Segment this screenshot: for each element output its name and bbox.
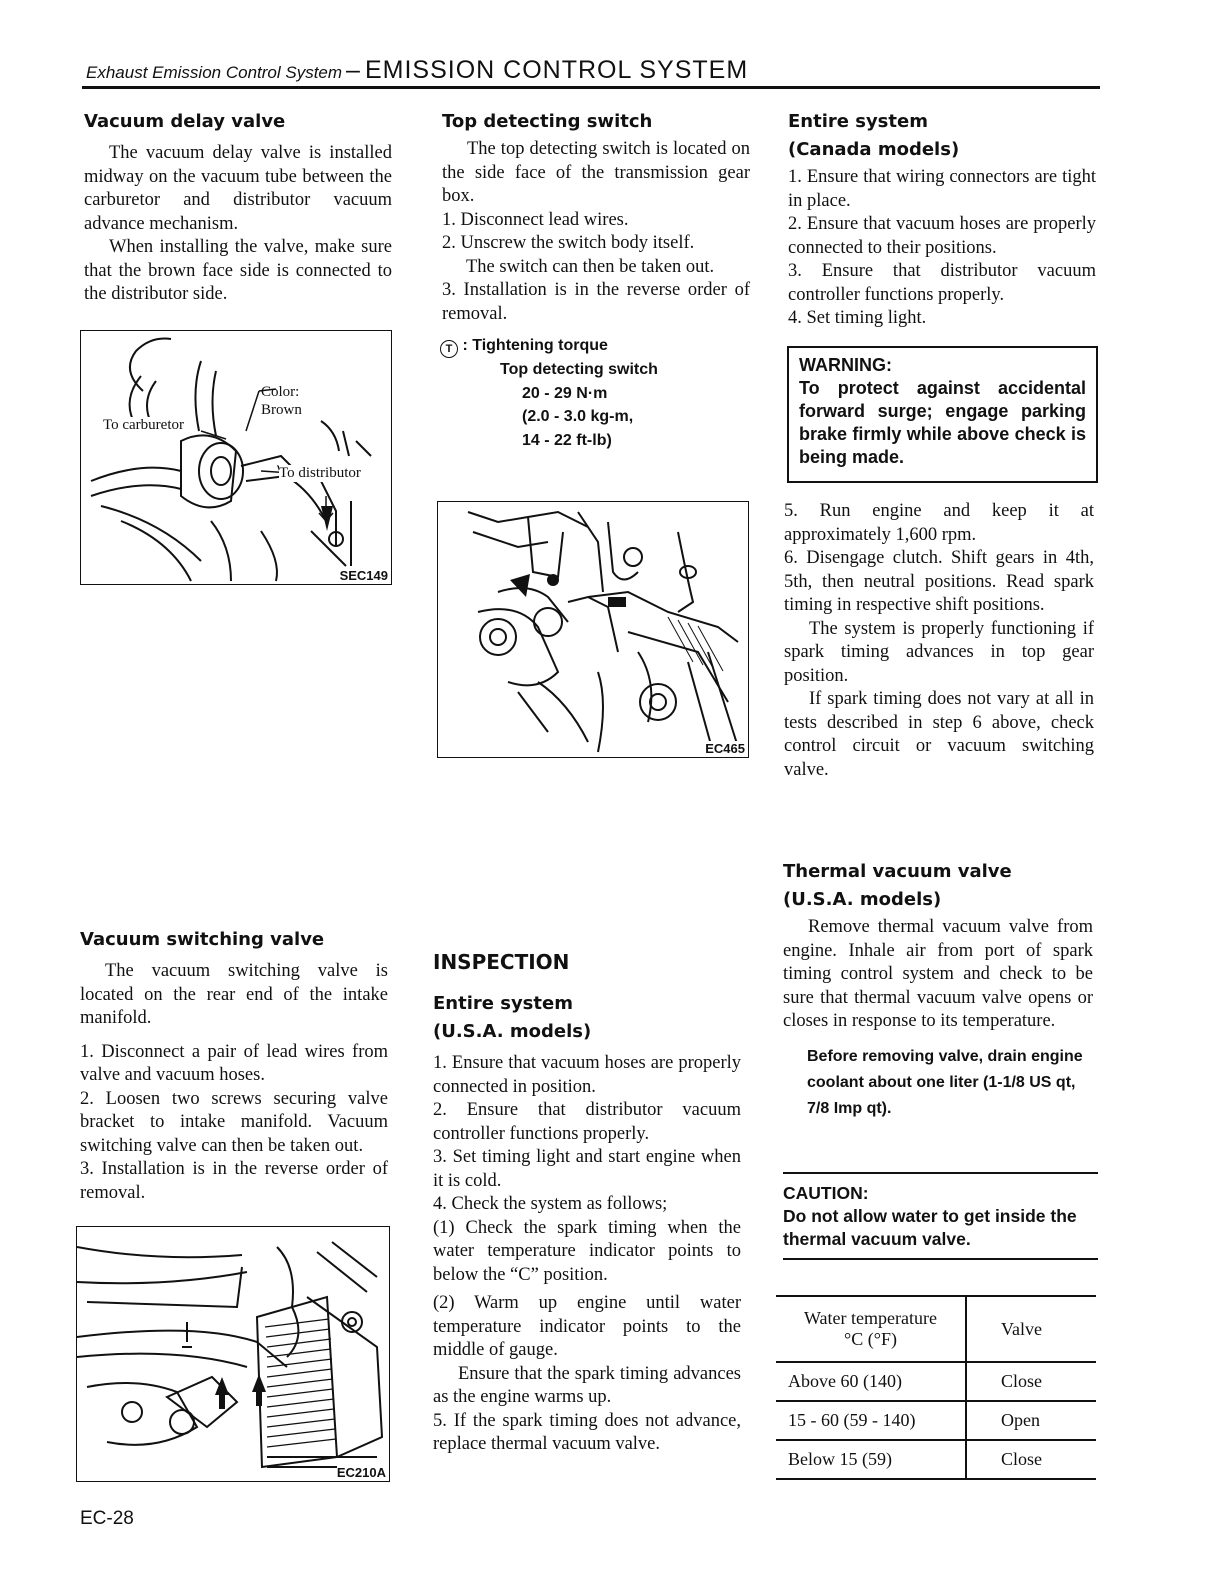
- torque-spec: [440, 334, 740, 452]
- table-cell-valve: Close: [966, 1362, 1096, 1401]
- table-row: [776, 1362, 1096, 1401]
- torque-value-1: 20 - 29 N·m: [522, 384, 608, 402]
- canada-not-vary: If spark timing does not vary at all in tests described in step 6 above, check control circuit or vacuum switching valve.: [784, 689, 1094, 780]
- vacuum-delay-heading: Vacuum delay valve: [84, 111, 286, 132]
- table-cell-temp: Below 15 (59): [776, 1440, 966, 1479]
- top-switch-section: [442, 108, 750, 326]
- top-switch-step-2b: The switch can then be taken out.: [466, 256, 715, 277]
- inspection-ensure: Ensure that the spark timing advances as the engine warms up.: [433, 1363, 741, 1407]
- table-cell-valve: Close: [966, 1440, 1096, 1479]
- fig1-distributor-label: To distributor: [279, 465, 361, 481]
- vacuum-delay-section: [84, 108, 392, 307]
- table-cell-temp: Above 60 (140): [776, 1362, 966, 1401]
- top-switch-step-2: 2. Unscrew the switch body itself.: [442, 233, 695, 253]
- top-switch-step-3: 3. Installation is in the reverse order of removal.: [442, 280, 750, 324]
- vacuum-delay-p1: The vacuum delay valve is installed midway on the vacuum tube between the carburetor and distributor vacuum advance mechanism.: [84, 143, 392, 234]
- caution-title: CAUTION:: [783, 1183, 869, 1203]
- inspection-section: [433, 950, 741, 1457]
- fig2-code: EC465: [705, 741, 745, 756]
- inspection-heading: INSPECTION: [433, 950, 570, 974]
- canada-step-4: 4. Set timing light.: [788, 308, 927, 328]
- page-header: [86, 56, 748, 85]
- torque-value-3: 14 - 22 ft-lb): [522, 431, 612, 449]
- warning-title: WARNING:: [799, 355, 892, 375]
- header-dash: –: [346, 56, 361, 84]
- thermal-heading-1: Thermal vacuum valve: [783, 861, 1012, 882]
- caution-box: [783, 1172, 1098, 1260]
- inspection-subheading-2: (U.S.A. models): [433, 1021, 592, 1042]
- header-rule: [82, 86, 1100, 89]
- thermal-valve-table: [776, 1295, 1096, 1480]
- fig3-code: EC210A: [336, 1465, 386, 1480]
- torque-value-2: (2.0 - 3.0 kg-m,: [522, 408, 634, 425]
- table-header-temp-label: Water temperature: [804, 1308, 937, 1328]
- inspection-step-3: 3. Set timing light and start engine when it is cold.: [433, 1147, 741, 1191]
- page-number: EC-28: [80, 1508, 134, 1529]
- canada-functioning: The system is properly functioning if spark timing advances in top gear position.: [784, 618, 1094, 686]
- inspection-step-1: 1. Ensure that vacuum hoses are properly connected in position.: [433, 1053, 741, 1097]
- inspection-step-4: 4. Check the system as follows;: [433, 1194, 668, 1214]
- table-cell-temp: 15 - 60 (59 - 140): [776, 1401, 966, 1440]
- thermal-heading-2: (U.S.A. models): [783, 889, 942, 910]
- vacuum-switching-step-3: 3. Installation is in the reverse order of removal.: [80, 1159, 388, 1203]
- inspection-step-2: 2. Ensure that distributor vacuum controller functions properly.: [433, 1100, 741, 1144]
- canada-section: [788, 108, 1096, 331]
- canada-continued: [784, 500, 1094, 782]
- canada-step-5: 5. Run engine and keep it at approximately 1,600 rpm.: [784, 501, 1094, 545]
- vacuum-delay-valve-drawing: [81, 331, 391, 584]
- inspection-step-4-2: (2) Warm up engine until water temperature indicator points to the middle of gauge.: [433, 1293, 741, 1360]
- table-row: [776, 1401, 1096, 1440]
- canada-step-6: 6. Disengage clutch. Shift gears in 4th, 5th, then neutral positions. Read spark timing in respective shift positions.: [784, 548, 1094, 615]
- caution-body: Do not allow water to get inside the thermal vacuum valve.: [783, 1206, 1077, 1249]
- warning-body: To protect against accidental forward surge; engage parking brake firmly while above check is being made.: [799, 378, 1086, 467]
- table-row: [776, 1440, 1096, 1479]
- top-switch-heading: Top detecting switch: [442, 111, 653, 132]
- thermal-p1: Remove thermal vacuum valve from engine. Inhale air from port of spark timing control system and check to be sure that thermal vacuum valve opens or closes in response to its temperature.: [783, 917, 1093, 1031]
- top-switch-p1: The top detecting switch is located on the side face of the transmission gear box.: [442, 139, 750, 206]
- top-switch-step-1: 1. Disconnect lead wires.: [442, 209, 629, 230]
- fig1-brown-text: Brown: [261, 402, 302, 418]
- canada-step-1: 1. Ensure that wiring connectors are tight in place.: [788, 167, 1096, 211]
- table-header-valve: Valve: [966, 1296, 1096, 1362]
- figure-vacuum-switching-valve: [76, 1226, 390, 1482]
- header-section: Exhaust Emission Control System: [86, 63, 343, 82]
- top-detecting-switch-drawing: [438, 502, 748, 757]
- table-header-temp-unit: °C (°F): [844, 1329, 897, 1349]
- fig1-color-text: Color:: [261, 384, 300, 400]
- fig1-carburetor-label: To carburetor: [103, 417, 184, 433]
- thermal-section: [783, 858, 1093, 1122]
- inspection-step-5: 5. If the spark timing does not advance, replace thermal vacuum valve.: [433, 1410, 741, 1454]
- table-header-row: [776, 1296, 1096, 1362]
- inspection-subheading-1: Entire system: [433, 993, 573, 1014]
- header-title: EMISSION CONTROL SYSTEM: [364, 56, 749, 84]
- torque-label: : Tightening torque: [462, 337, 608, 354]
- torque-icon: T: [440, 340, 458, 358]
- canada-step-2: 2. Ensure that vacuum hoses are properly connected to their positions.: [788, 214, 1096, 258]
- fig1-color-label: [261, 383, 302, 419]
- table-cell-valve: Open: [966, 1401, 1096, 1440]
- vacuum-switching-p1: The vacuum switching valve is located on the rear end of the intake manifold.: [80, 961, 388, 1028]
- table-header-temp: [776, 1296, 966, 1362]
- figure-top-detecting-switch: [437, 501, 749, 758]
- vacuum-switching-valve-drawing: [77, 1227, 389, 1481]
- torque-item: Top detecting switch: [500, 361, 658, 378]
- vacuum-switching-heading: Vacuum switching valve: [80, 929, 325, 950]
- canada-step-3: 3. Ensure that distributor vacuum controller functions properly.: [788, 261, 1096, 305]
- canada-heading-2: (Canada models): [788, 139, 960, 160]
- inspection-step-4-1: (1) Check the spark timing when the water temperature indicator points to below the “C” position.: [433, 1217, 741, 1285]
- vacuum-switching-step-2: 2. Loosen two screws securing valve bracket to intake manifold. Vacuum switching valve can then be taken out.: [80, 1088, 388, 1156]
- vacuum-switching-section: [80, 926, 388, 1205]
- vacuum-delay-p2: When installing the valve, make sure that the brown face side is connected to the distributor side.: [84, 237, 392, 304]
- canada-heading-1: Entire system: [788, 111, 928, 132]
- vacuum-switching-step-1: 1. Disconnect a pair of lead wires from valve and vacuum hoses.: [80, 1041, 388, 1085]
- thermal-note: Before removing valve, drain engine coolant about one liter (1-1/8 US qt, 7/8 Imp qt).: [807, 1047, 1083, 1117]
- warning-box: [787, 346, 1098, 483]
- torque-label-row: [440, 334, 740, 358]
- fig1-code: SEC149: [339, 568, 388, 583]
- figure-vacuum-delay-valve: [80, 330, 392, 585]
